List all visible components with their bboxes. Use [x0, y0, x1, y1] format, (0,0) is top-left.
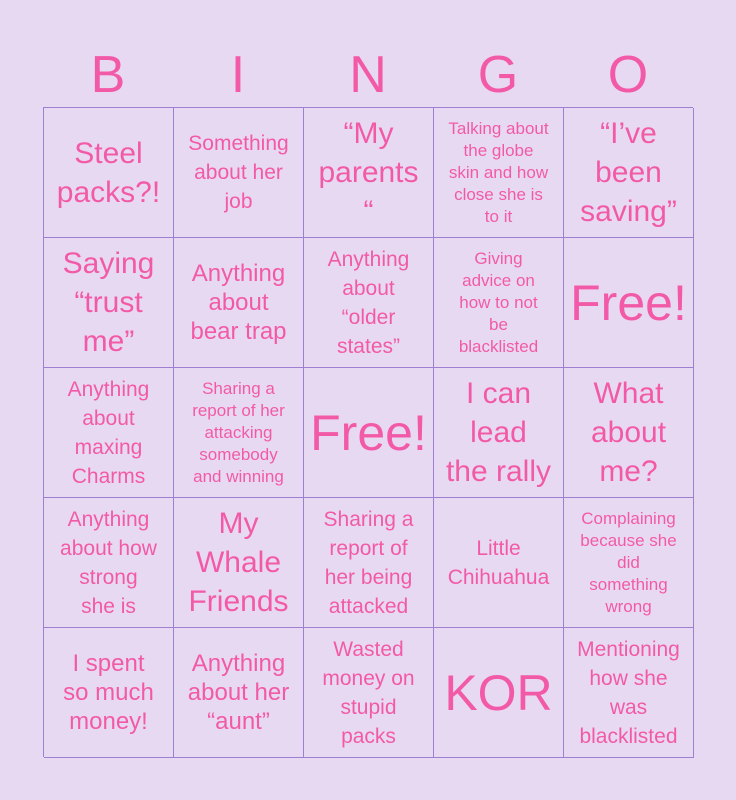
cell-text: Anything about bear trap: [190, 260, 287, 345]
bingo-board: [43, 107, 693, 757]
bingo-cell-free[interactable]: [304, 368, 434, 498]
bingo-cell[interactable]: [434, 628, 564, 758]
cell-text: Free!: [310, 404, 427, 461]
bingo-cell[interactable]: [434, 108, 564, 238]
bingo-header: [43, 44, 693, 106]
bingo-cell[interactable]: [174, 368, 304, 498]
cell-text: Complaining because she did something wrong: [580, 508, 677, 616]
bingo-cell[interactable]: [174, 628, 304, 758]
cell-text: Anything about how strong she is: [60, 507, 157, 618]
bingo-cell[interactable]: [564, 368, 694, 498]
cell-text: My Whale Friends: [188, 507, 289, 618]
bingo-cell-free[interactable]: [564, 238, 694, 368]
header-letter-n: N: [349, 46, 387, 104]
cell-text: I spent so much money!: [63, 650, 154, 735]
cell-text: Mentioning how she was blacklisted: [577, 637, 680, 748]
cell-text: Steel packs?!: [56, 136, 161, 209]
header-letter-o: O: [607, 46, 649, 104]
bingo-cell[interactable]: [434, 498, 564, 628]
cell-text: Saying “trust me”: [62, 247, 155, 358]
bingo-cell[interactable]: [174, 238, 304, 368]
header-letter-b: B: [90, 46, 126, 104]
cell-text: “I’ve been saving”: [580, 117, 677, 228]
cell-text: Anything about maxing Charms: [67, 377, 150, 488]
cell-text: I can lead the rally: [445, 377, 552, 488]
cell-text: Sharing a report of her being attacked: [323, 507, 414, 618]
bingo-cell[interactable]: [564, 108, 694, 238]
bingo-cell[interactable]: [434, 238, 564, 368]
bingo-cell[interactable]: [564, 628, 694, 758]
bingo-cell[interactable]: [44, 368, 174, 498]
cell-text: Wasted money on stupid packs: [322, 637, 415, 748]
bingo-cell[interactable]: [174, 498, 304, 628]
bingo-cell[interactable]: [44, 498, 174, 628]
bingo-cell[interactable]: [304, 108, 434, 238]
cell-text: Anything about her “aunt”: [187, 650, 290, 735]
cell-text: “My parents “: [318, 117, 419, 228]
bingo-cell[interactable]: [44, 238, 174, 368]
bingo-cell[interactable]: [304, 498, 434, 628]
bingo-cell[interactable]: [564, 498, 694, 628]
cell-text: Free!: [570, 274, 687, 331]
header-letter-i: I: [230, 46, 246, 104]
bingo-cell[interactable]: [44, 108, 174, 238]
bingo-cell[interactable]: [44, 628, 174, 758]
cell-text: What about me?: [590, 377, 667, 488]
cell-text: KOR: [444, 664, 553, 721]
bingo-cell[interactable]: [434, 368, 564, 498]
header-letter-g: G: [477, 46, 519, 104]
bingo-cell[interactable]: [304, 238, 434, 368]
cell-text: Sharing a report of her attacking somebody and winning: [192, 378, 285, 486]
cell-text: Anything about “older states”: [327, 247, 410, 358]
cell-text: Little Chihuahua: [447, 536, 550, 589]
cell-text: Talking about the globe skin and how close she is to it: [448, 118, 549, 226]
cell-text: Something about her job: [188, 132, 289, 213]
bingo-cell[interactable]: [304, 628, 434, 758]
bingo-cell[interactable]: [174, 108, 304, 238]
cell-text: Giving advice on how to not be blacklisted: [458, 248, 539, 356]
